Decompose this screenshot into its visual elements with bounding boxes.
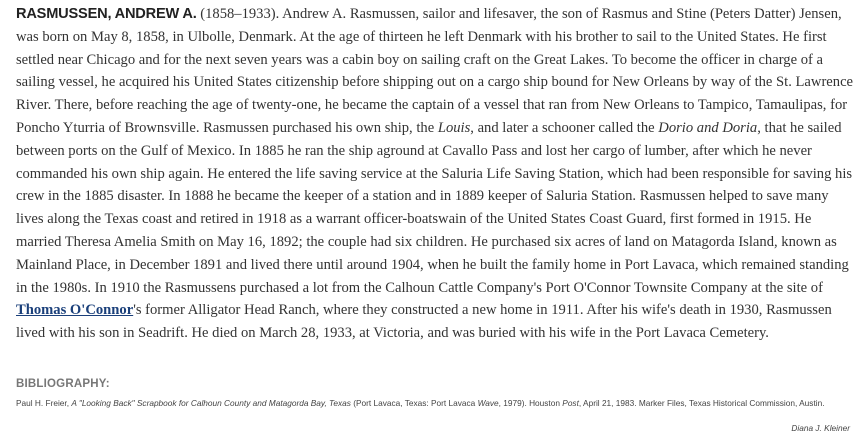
bibliography-heading: BIBLIOGRAPHY:: [16, 378, 110, 390]
body-text-2: , and later a schooner called the: [470, 119, 659, 136]
bibliography-text: [16, 398, 844, 409]
entry-headword: RASMUSSEN, ANDREW A.: [16, 6, 197, 22]
body-text-4: 's former Alligator Head Ranch, where they constructed a new home in 1911. After his wife's death in 1930, Rasmussen lived with his son in Seadrift. He died on March 28, 1933, at Victoria, and was buried with his wife in the Port Lavaca Cemetery.: [16, 302, 832, 342]
author-credit: Diana J. Kleiner: [791, 423, 850, 433]
ship-name-dorio: Dorio and Doria: [658, 119, 758, 136]
body-text-1: (1858–1933). Andrew A. Rasmussen, sailor and lifesaver, the son of Rasmus and Stine (Peters Datter) Jensen, was born on May 8, 1858, in Ulbolle, Denmark. At the age of thirteen he left Denmark with his brother to sail to the United States. He first settled near Chicago and for the next seven years was a cabin boy on sailing craft on the Great Lakes. To become the officer in charge of a sailing vessel, he acquired his United States citizenship before shipping out on a cargo ship bound for New Orleans by way of the St. Lawrence River. There, before reaching the age of twenty-one, he became the captain of a vessel that ran from New Orleans to Tampico, Tamaulipas, for Poncho Yturria of Brownsville. Rasmussen purchased his own ship, the: [16, 6, 854, 136]
body-text-3: , that he sailed between ports on the Gulf of Mexico. In 1885 he ran the ship aground at Cavallo Pass and lost her cargo of lumber, after which he never commanded his own ship again. He entered the life saving service at the Saluria Life Saving Station, which had been responsible for saving his crew in the 1885 disaster. In 1888 he became the keeper of a station and in 1889 keeper of Saluria Station. Rasmussen helped to save many lives along the Texas coast and retired in 1918 as a warrant officer-boatswain of the United States Coast Guard, first formed in 1915. He married Theresa Amelia Smith on May 16, 1892; the couple had six children. He purchased six acres of land on Matagorda Island, known as Mainland Place, in December 1891 and lived there until around 1904, when he built the family home in Port Lavaca, which remained standing in the 1980s. In 1910 the Rasmussens purchased a lot from the Calhoun Cattle Company's Port O'Connor Townsite Company at the site of: [16, 119, 853, 296]
biblio-part-4: , April 21, 1983. Marker Files, Texas Historical Commission, Austin.: [578, 398, 825, 408]
biblio-part-2: (Port Lavaca, Texas: Port Lavaca: [350, 398, 478, 408]
biblio-title-3: Post: [562, 398, 579, 408]
biblio-title-1: A "Looking Back" Scrapbook for Calhoun County and Matagorda Bay, Texas: [71, 398, 351, 408]
ship-name-louis: Louis: [437, 119, 471, 136]
thomas-oconnor-link[interactable]: Thomas O'Connor: [16, 302, 134, 319]
article-body: [16, 3, 858, 345]
biblio-part-1: Paul H. Freier,: [16, 398, 72, 408]
biblio-part-3: , 1979). Houston: [498, 398, 563, 408]
biblio-title-2: Wave: [477, 398, 499, 408]
